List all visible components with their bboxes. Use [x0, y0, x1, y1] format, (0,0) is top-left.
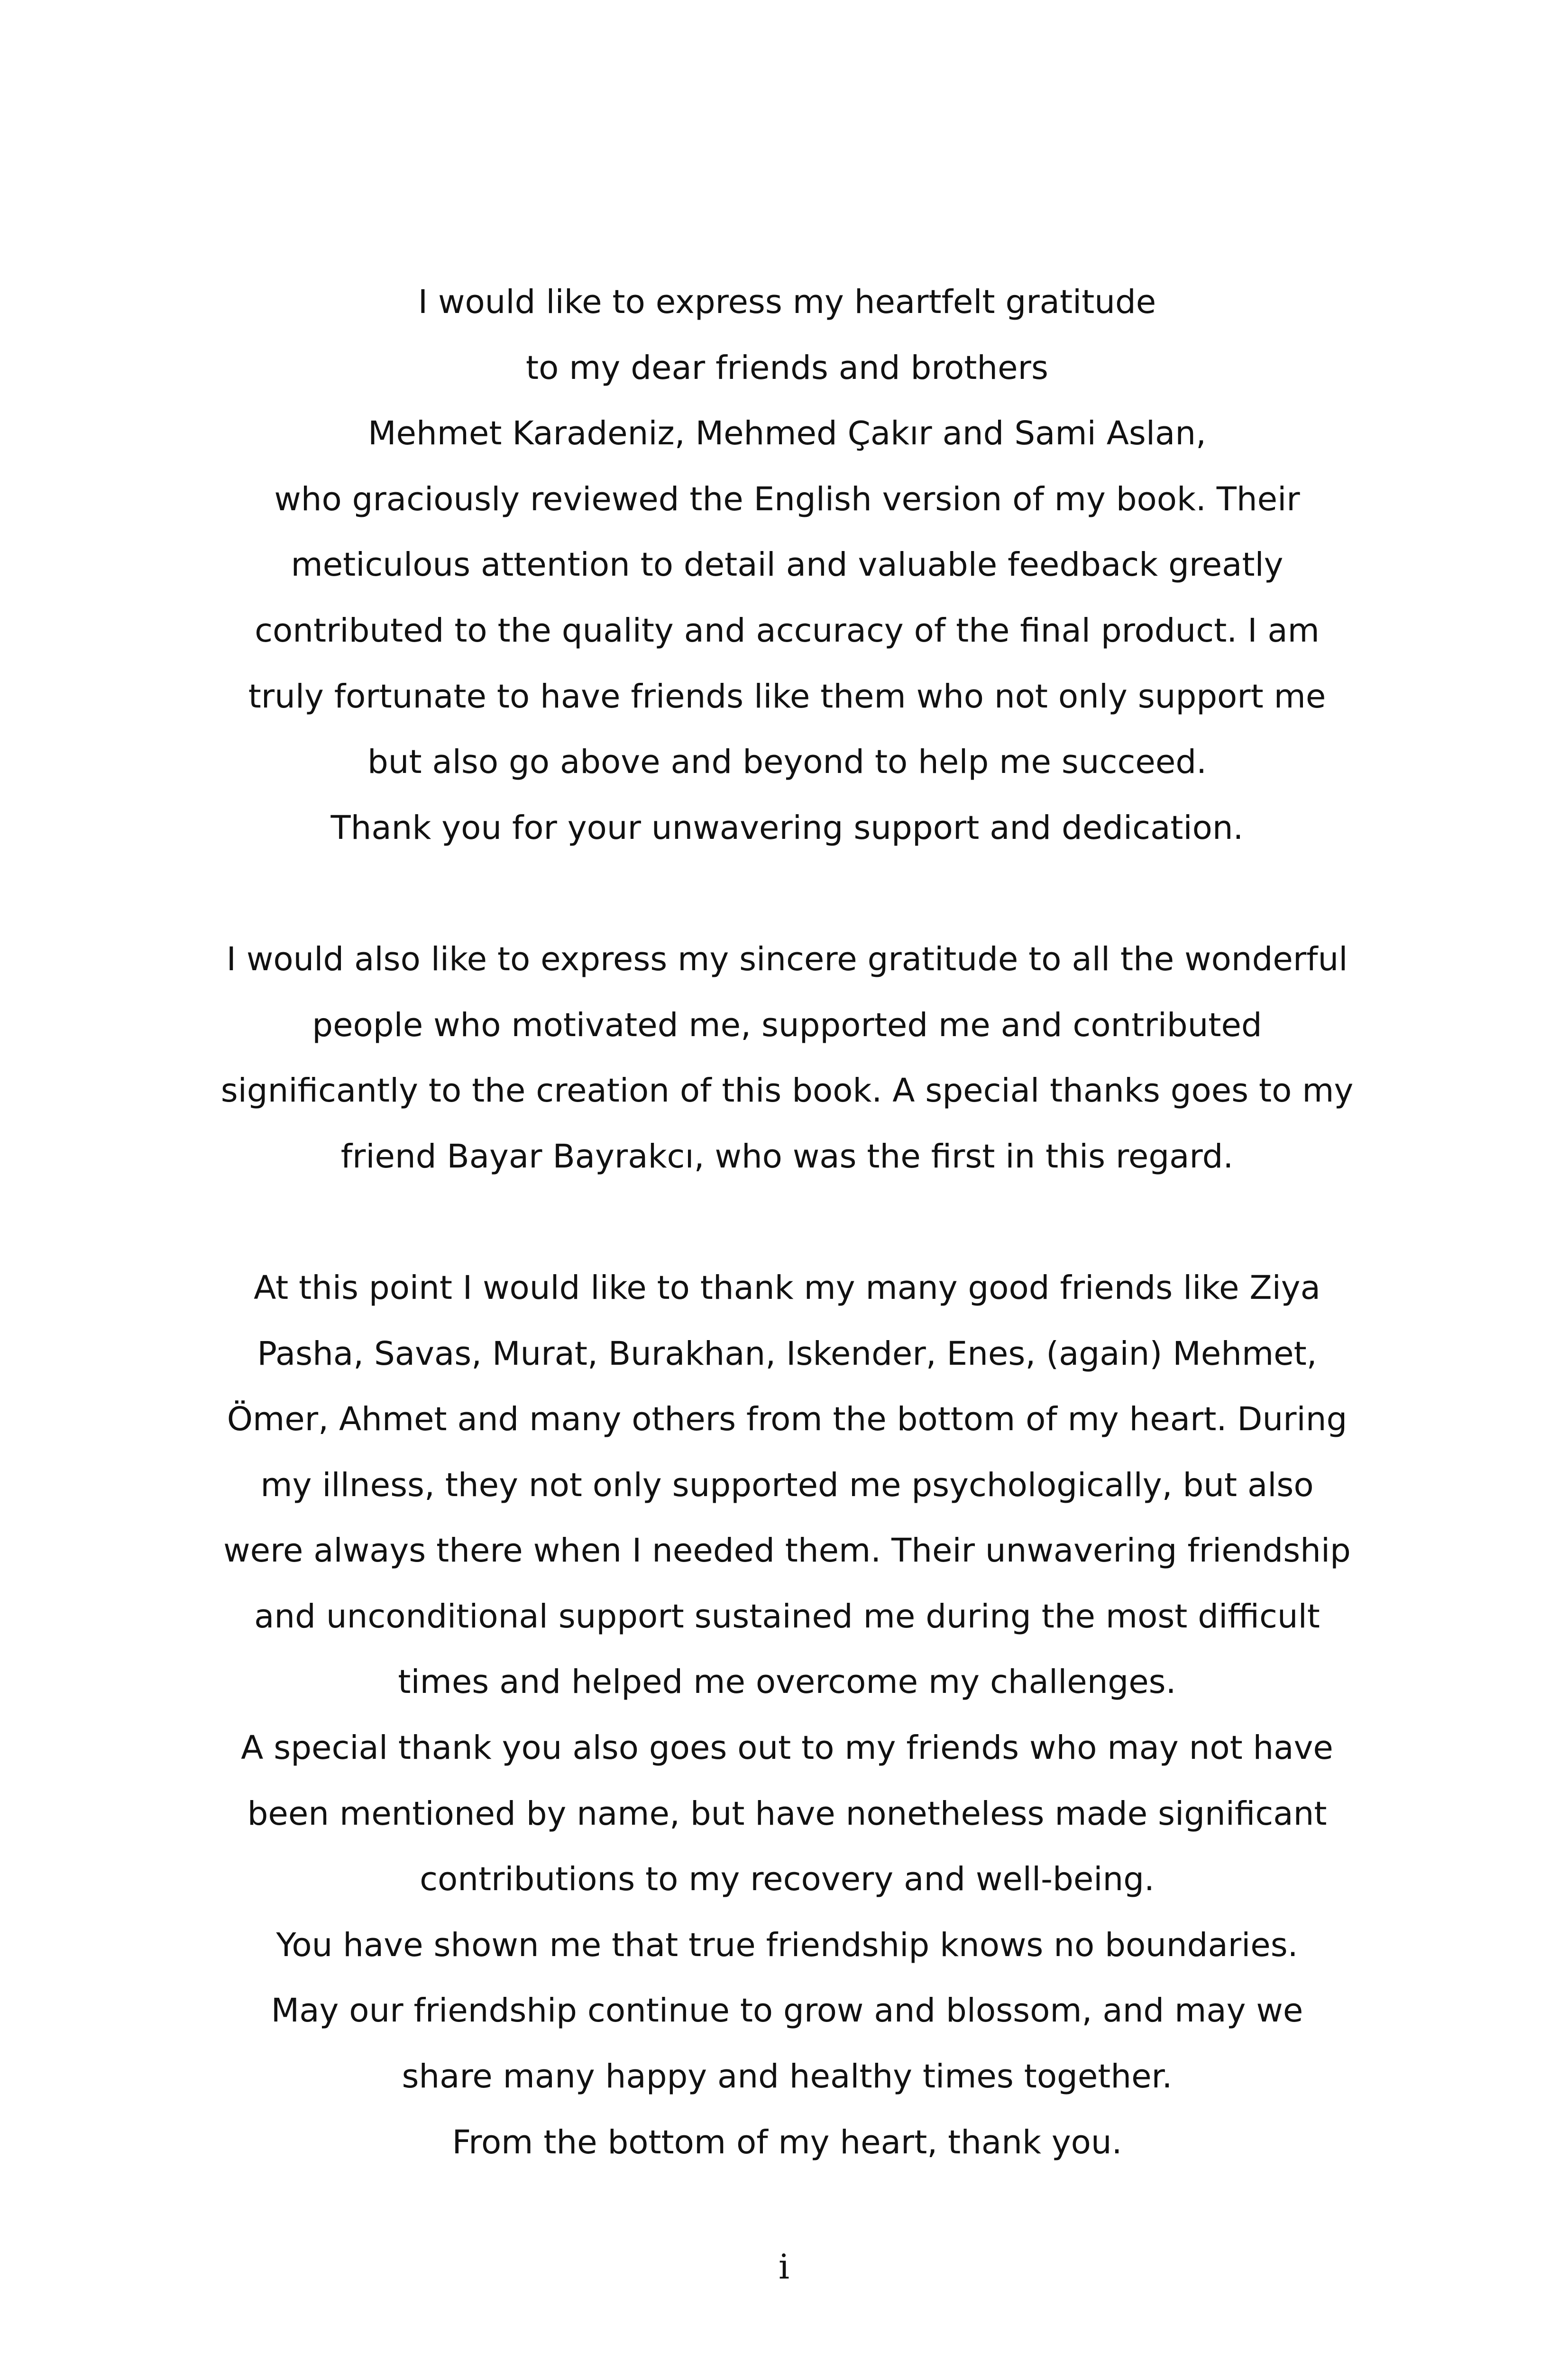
text-line: I would like to express my heartfelt gratitude: [418, 283, 1156, 321]
text-line: meticulous attention to detail and valuable feedback greatly: [291, 546, 1284, 584]
text-line: Thank you for your unwavering support and dedication.: [330, 809, 1244, 847]
text-line: and unconditional support sustained me during the most difficult: [254, 1597, 1320, 1636]
acknowledgements-text: [180, 269, 1394, 2175]
text-line: contributions to my recovery and well-being.: [420, 1860, 1155, 1899]
text-line: who graciously reviewed the English version of my book. Their: [274, 480, 1300, 518]
text-line: May our friendship continue to grow and blossom, and may we: [271, 1992, 1303, 2030]
text-line: contributed to the quality and accuracy of the final product. I am: [255, 611, 1320, 650]
paragraph-1: [180, 269, 1394, 861]
text-line: significantly to the creation of this book. A special thanks goes to my: [220, 1072, 1354, 1110]
paragraph-3: [180, 1255, 1394, 2175]
text-line: Ömer, Ahmet and many others from the bottom of my heart. During: [227, 1400, 1348, 1439]
text-line: to my dear friends and brothers: [526, 349, 1048, 387]
text-line: You have shown me that true friendship knows no boundaries.: [276, 1926, 1298, 1964]
text-line: Mehmet Karadeniz, Mehmed Çakır and Sami Aslan,: [368, 414, 1206, 453]
text-line: A special thank you also goes out to my friends who may not have: [241, 1729, 1333, 1767]
text-line: At this point I would like to thank my many good friends like Ziya: [254, 1268, 1320, 1307]
text-line: my illness, they not only supported me psychologically, but also: [260, 1466, 1314, 1504]
text-line: I would also like to express my sincere gratitude to all the wonderful: [226, 940, 1348, 978]
paragraph-spacer: [180, 861, 1394, 927]
text-line: people who motivated me, supported me and contributed: [312, 1006, 1262, 1044]
text-line: were always there when I needed them. Their unwavering friendship: [223, 1532, 1351, 1570]
text-line: From the bottom of my heart, thank you.: [452, 2123, 1122, 2161]
text-line: friend Bayar Bayrakcı, who was the first in this regard.: [340, 1137, 1234, 1176]
text-line: Pasha, Savas, Murat, Burakhan, Iskender, Enes, (again) Mehmet,: [257, 1334, 1317, 1373]
text-line: but also go above and beyond to help me succeed.: [367, 743, 1207, 781]
text-line: times and helped me overcome my challenges.: [398, 1663, 1176, 1701]
paragraph-spacer: [180, 1189, 1394, 1255]
text-line: share many happy and healthy times together.: [402, 2058, 1173, 2096]
text-line: been mentioned by name, but have nonetheless made significant: [247, 1794, 1327, 1833]
text-line: truly fortunate to have friends like them who not only support me: [248, 677, 1326, 716]
paragraph-2: [180, 927, 1394, 1189]
page-number: i: [778, 2247, 790, 2287]
